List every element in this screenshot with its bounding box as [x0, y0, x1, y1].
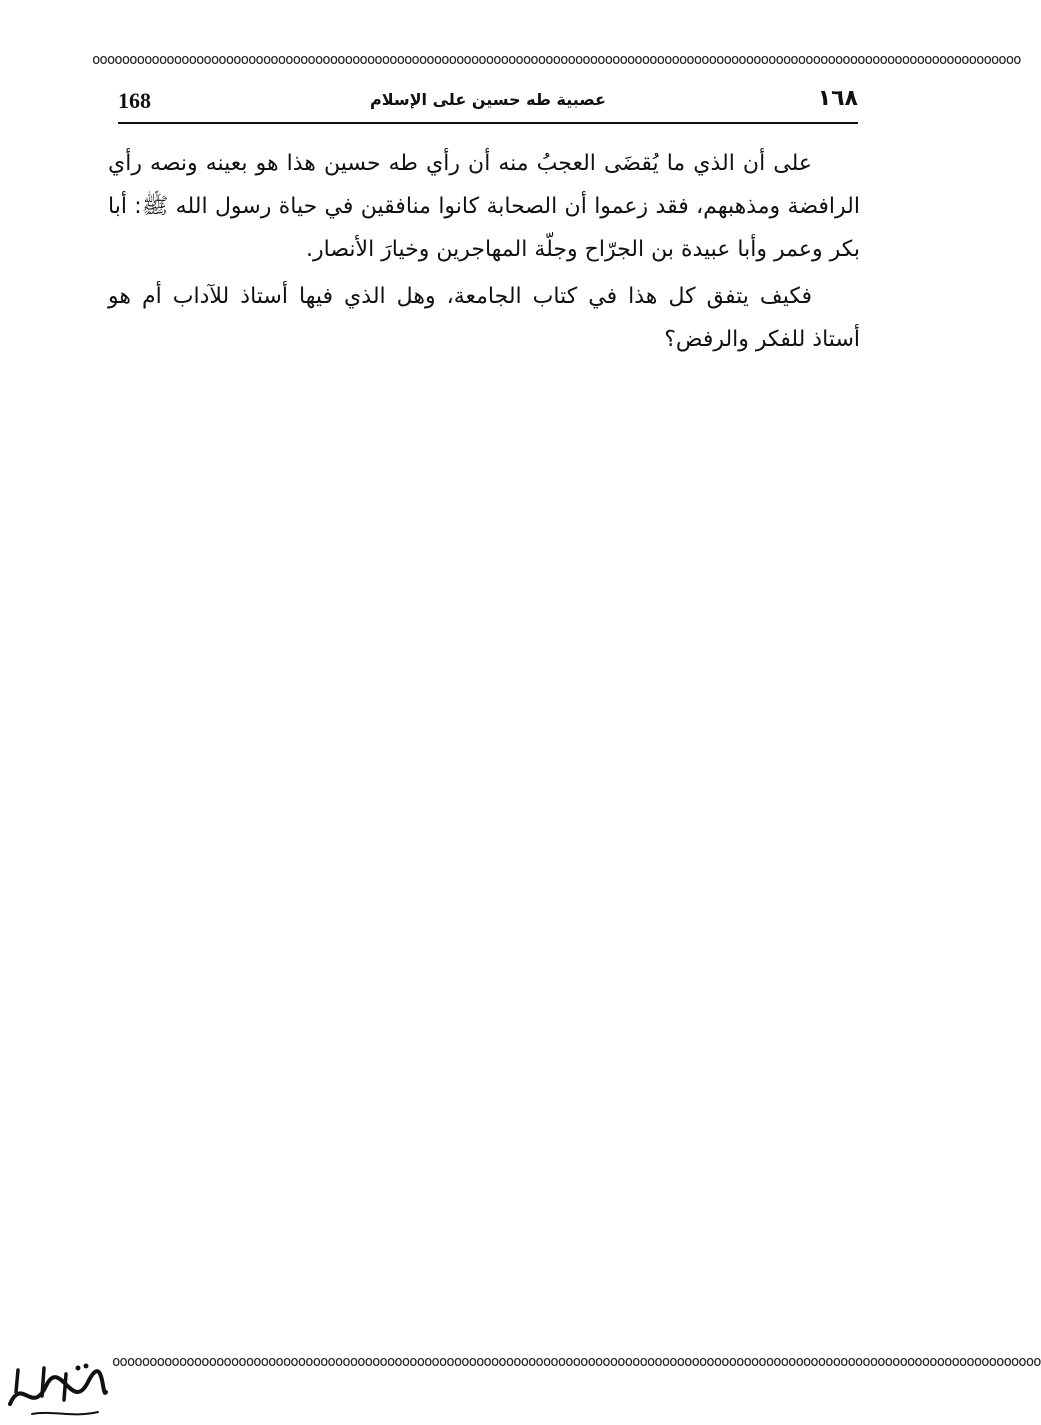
header-rule	[118, 122, 858, 124]
publisher-logo-icon	[2, 1356, 110, 1422]
body-text	[108, 142, 860, 365]
paragraph-1: على أن الذي ما يُقضَى العجبُ منه أن رأي طه حسين هذا هو بعينه ونصه رأي الرافضة ومذهبهم، فقد زعموا أن الصحابة كانوا منافقين في حياة رسول الله ﷺ: أبا بكر وعمر وأبا عبيدة بن الجرّاح وجلّة المهاجرين وخيارَ الأنصار.	[108, 151, 860, 262]
page-number-latin: 168	[118, 88, 151, 113]
page-header	[118, 86, 858, 120]
running-title: عصبية طه حسين على الإسلام	[370, 90, 606, 109]
page-number-arabic: ١٦٨	[817, 86, 858, 111]
paragraph-2: فكيف يتفق كل هذا في كتاب الجامعة، وهل الذي فيها أستاذ للآداب أم هو أستاذ للفكر والرفض؟	[108, 284, 860, 352]
bottom-ornament-border: ooooooooooooooooooooooooooooooooooooooooooooooooooooooooooooooooooooooooooooooooooooooooooooooooooooooooooooooooooooooooooooo	[112, 1354, 1041, 1370]
top-ornament-border: ooooooooooooooooooooooooooooooooooooooooooooooooooooooooooooooooooooooooooooooooooooooooooooooooooooooooooooooooooooooooooooo	[92, 52, 1021, 68]
